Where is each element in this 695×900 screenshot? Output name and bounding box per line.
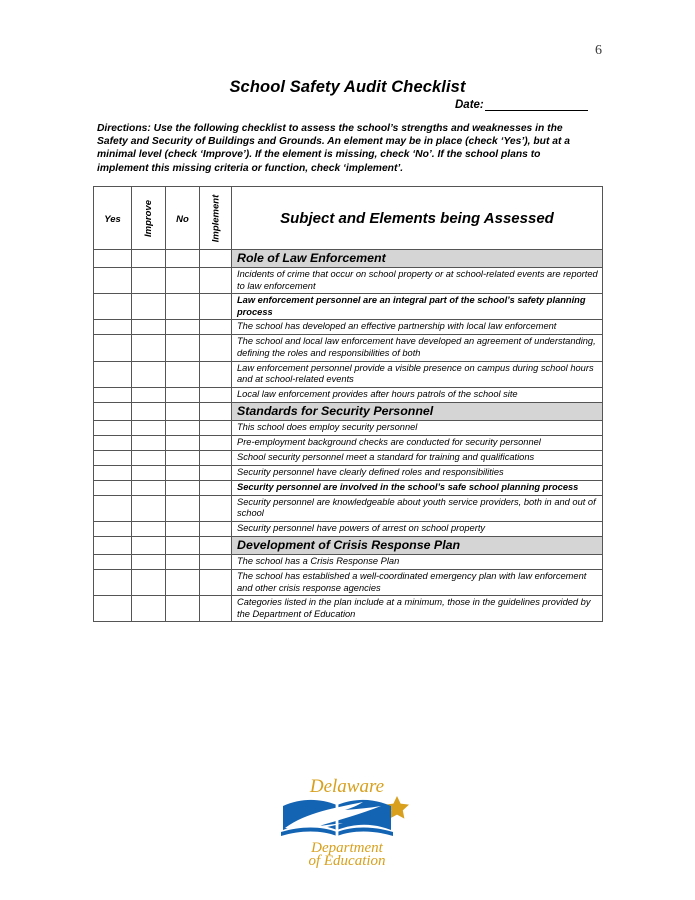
table-row (94, 554, 603, 569)
checkbox-cell-no[interactable] (166, 465, 200, 480)
section-heading: Role of Law Enforcement (232, 250, 603, 268)
checkbox-cell-implement[interactable] (200, 335, 232, 361)
logo-text-department: Department (311, 840, 383, 856)
assessment-item: Pre-employment background checks are conducted for security personnel (232, 435, 603, 450)
checkbox-cell-yes[interactable] (94, 402, 132, 420)
table-row (94, 480, 603, 495)
assessment-item: Security personnel are involved in the school’s safe school planning process (232, 480, 603, 495)
checkbox-cell-yes[interactable] (94, 387, 132, 402)
book-spine-icon (336, 804, 339, 836)
column-header-improve (132, 187, 166, 250)
date-input-line[interactable] (485, 99, 588, 111)
assessment-item: Security personnel are knowledgeable about youth service providers, both in and out of school (232, 495, 603, 521)
table-row (94, 268, 603, 294)
logo-text-of-education: of Education (308, 853, 386, 868)
checkbox-cell-implement[interactable] (200, 294, 232, 320)
checkbox-cell-improve[interactable] (132, 536, 166, 554)
column-header-no-label: No (176, 214, 189, 225)
checkbox-cell-implement[interactable] (200, 480, 232, 495)
checkbox-cell-improve[interactable] (132, 554, 166, 569)
date-field (455, 99, 588, 111)
assessment-item: The school has a Crisis Response Plan (232, 554, 603, 569)
checkbox-cell-yes[interactable] (94, 521, 132, 536)
table-row (94, 361, 603, 387)
table-header (94, 187, 603, 250)
assessment-item: The school has developed an effective partnership with local law enforcement (232, 320, 603, 335)
checkbox-cell-no[interactable] (166, 554, 200, 569)
checkbox-cell-implement[interactable] (200, 450, 232, 465)
checkbox-cell-implement[interactable] (200, 320, 232, 335)
table-row (94, 450, 603, 465)
column-header-yes-label: Yes (104, 214, 121, 225)
section-heading: Standards for Security Personnel (232, 402, 603, 420)
page-number: 6 (595, 43, 602, 58)
checkbox-cell-implement[interactable] (200, 250, 232, 268)
checkbox-cell-improve[interactable] (132, 320, 166, 335)
checkbox-cell-improve[interactable] (132, 596, 166, 622)
checkbox-cell-no[interactable] (166, 335, 200, 361)
checkbox-cell-improve[interactable] (132, 495, 166, 521)
assessment-item: Security personnel have powers of arrest on school property (232, 521, 603, 536)
column-header-yes (94, 187, 132, 250)
checkbox-cell-implement[interactable] (200, 268, 232, 294)
table-row (94, 335, 603, 361)
column-header-implement-label: Implement (210, 194, 222, 242)
delaware-doe-logo-graphic (277, 772, 417, 868)
checkbox-cell-yes[interactable] (94, 536, 132, 554)
checkbox-cell-no[interactable] (166, 521, 200, 536)
checkbox-cell-yes[interactable] (94, 495, 132, 521)
checkbox-cell-yes[interactable] (94, 335, 132, 361)
date-label: Date: (455, 99, 484, 111)
checkbox-cell-improve[interactable] (132, 480, 166, 495)
checkbox-cell-no[interactable] (166, 294, 200, 320)
table-row (94, 294, 603, 320)
checkbox-cell-implement[interactable] (200, 554, 232, 569)
section-heading: Development of Crisis Response Plan (232, 536, 603, 554)
checkbox-cell-yes[interactable] (94, 294, 132, 320)
checkbox-cell-no[interactable] (166, 402, 200, 420)
assessment-item: The school and local law enforcement have developed an agreement of understanding, defining the roles and responsibilities of both (232, 335, 603, 361)
table-row (94, 465, 603, 480)
checkbox-cell-implement[interactable] (200, 495, 232, 521)
checkbox-cell-implement[interactable] (200, 569, 232, 595)
assessment-item: School security personnel meet a standard for training and qualifications (232, 450, 603, 465)
checkbox-cell-no[interactable] (166, 250, 200, 268)
checkbox-cell-no[interactable] (166, 480, 200, 495)
checkbox-cell-improve[interactable] (132, 335, 166, 361)
table-row (94, 521, 603, 536)
checkbox-cell-no[interactable] (166, 268, 200, 294)
checkbox-cell-yes[interactable] (94, 480, 132, 495)
checkbox-cell-no[interactable] (166, 361, 200, 387)
section-heading-row (94, 402, 603, 420)
checkbox-cell-implement[interactable] (200, 435, 232, 450)
checkbox-cell-yes[interactable] (94, 250, 132, 268)
checkbox-cell-yes[interactable] (94, 320, 132, 335)
checkbox-cell-yes[interactable] (94, 450, 132, 465)
checkbox-cell-no[interactable] (166, 569, 200, 595)
assessment-item: Security personnel have clearly defined roles and responsibilities (232, 465, 603, 480)
table-row (94, 495, 603, 521)
checkbox-cell-yes[interactable] (94, 268, 132, 294)
checkbox-cell-implement[interactable] (200, 387, 232, 402)
column-header-subject-label: Subject and Elements being Assessed (280, 209, 554, 227)
checkbox-cell-improve[interactable] (132, 387, 166, 402)
checkbox-cell-no[interactable] (166, 387, 200, 402)
checkbox-cell-implement[interactable] (200, 521, 232, 536)
table-row (94, 387, 603, 402)
assessment-item: The school has established a well-coordinated emergency plan with law enforcement and other crisis response agencies (232, 569, 603, 595)
checkbox-cell-improve[interactable] (132, 521, 166, 536)
column-header-no (166, 187, 200, 250)
checkbox-cell-yes[interactable] (94, 420, 132, 435)
checkbox-cell-yes[interactable] (94, 435, 132, 450)
checkbox-cell-yes[interactable] (94, 554, 132, 569)
checkbox-cell-no[interactable] (166, 435, 200, 450)
rotated-label-wrap (132, 189, 165, 247)
assessment-item: Categories listed in the plan include at a minimum, those in the guidelines provided by the Department of Education (232, 596, 603, 622)
checkbox-cell-no[interactable] (166, 596, 200, 622)
safety-audit-table (93, 186, 603, 622)
checkbox-cell-improve[interactable] (132, 420, 166, 435)
checkbox-cell-yes[interactable] (94, 569, 132, 595)
checkbox-cell-implement[interactable] (200, 361, 232, 387)
checkbox-cell-improve[interactable] (132, 361, 166, 387)
checkbox-cell-no[interactable] (166, 450, 200, 465)
page-title: School Safety Audit Checklist (229, 78, 466, 96)
checkbox-cell-no[interactable] (166, 536, 200, 554)
checkbox-cell-implement[interactable] (200, 420, 232, 435)
checkbox-cell-no[interactable] (166, 495, 200, 521)
assessment-item: Law enforcement personnel provide a visible presence on campus during school hours and at school-related events (232, 361, 603, 387)
table-row (94, 569, 603, 595)
assessment-item: Local law enforcement provides after hours patrols of the school site (232, 387, 603, 402)
checkbox-cell-implement[interactable] (200, 596, 232, 622)
table-row (94, 435, 603, 450)
section-heading-row (94, 536, 603, 554)
checkbox-cell-no[interactable] (166, 420, 200, 435)
checkbox-cell-implement[interactable] (200, 402, 232, 420)
table-row (94, 420, 603, 435)
table-row (94, 320, 603, 335)
column-header-subject (232, 187, 603, 250)
column-header-improve-label: Improve (143, 199, 154, 237)
delaware-doe-logo (277, 772, 417, 868)
assessment-item: Incidents of crime that occur on school property or at school-related events are reported to law enforcement (232, 268, 603, 294)
checkbox-cell-improve[interactable] (132, 465, 166, 480)
checkbox-cell-improve[interactable] (132, 294, 166, 320)
checkbox-cell-no[interactable] (166, 320, 200, 335)
logo-text-delaware: Delaware (309, 776, 385, 797)
assessment-item: Law enforcement personnel are an integral part of the school’s safety planning process (232, 294, 603, 320)
checkbox-cell-implement[interactable] (200, 536, 232, 554)
table-header-row (94, 187, 603, 250)
checkbox-cell-improve[interactable] (132, 569, 166, 595)
directions-text: Directions: Use the following checklist to assess the school’s strengths and weaknesses in the Safety and Security of Buildings and Grounds. An element may be in place (check ‘Yes’), but at a minimal level (check ‘Improve’). If the element is missing, check ‘No’. If the school plans to implement this missing criteria or function, check ‘implement’. (97, 123, 571, 174)
table-body (94, 250, 603, 622)
checkbox-cell-improve[interactable] (132, 402, 166, 420)
checkbox-cell-improve[interactable] (132, 250, 166, 268)
checkbox-cell-implement[interactable] (200, 465, 232, 480)
checkbox-cell-improve[interactable] (132, 450, 166, 465)
checkbox-cell-yes[interactable] (94, 361, 132, 387)
checkbox-cell-improve[interactable] (132, 435, 166, 450)
checkbox-cell-yes[interactable] (94, 465, 132, 480)
checkbox-cell-yes[interactable] (94, 596, 132, 622)
checkbox-cell-improve[interactable] (132, 268, 166, 294)
section-heading-row (94, 250, 603, 268)
assessment-item: This school does employ security personnel (232, 420, 603, 435)
table-row (94, 596, 603, 622)
column-header-implement (200, 187, 232, 250)
rotated-label-wrap (200, 189, 231, 247)
